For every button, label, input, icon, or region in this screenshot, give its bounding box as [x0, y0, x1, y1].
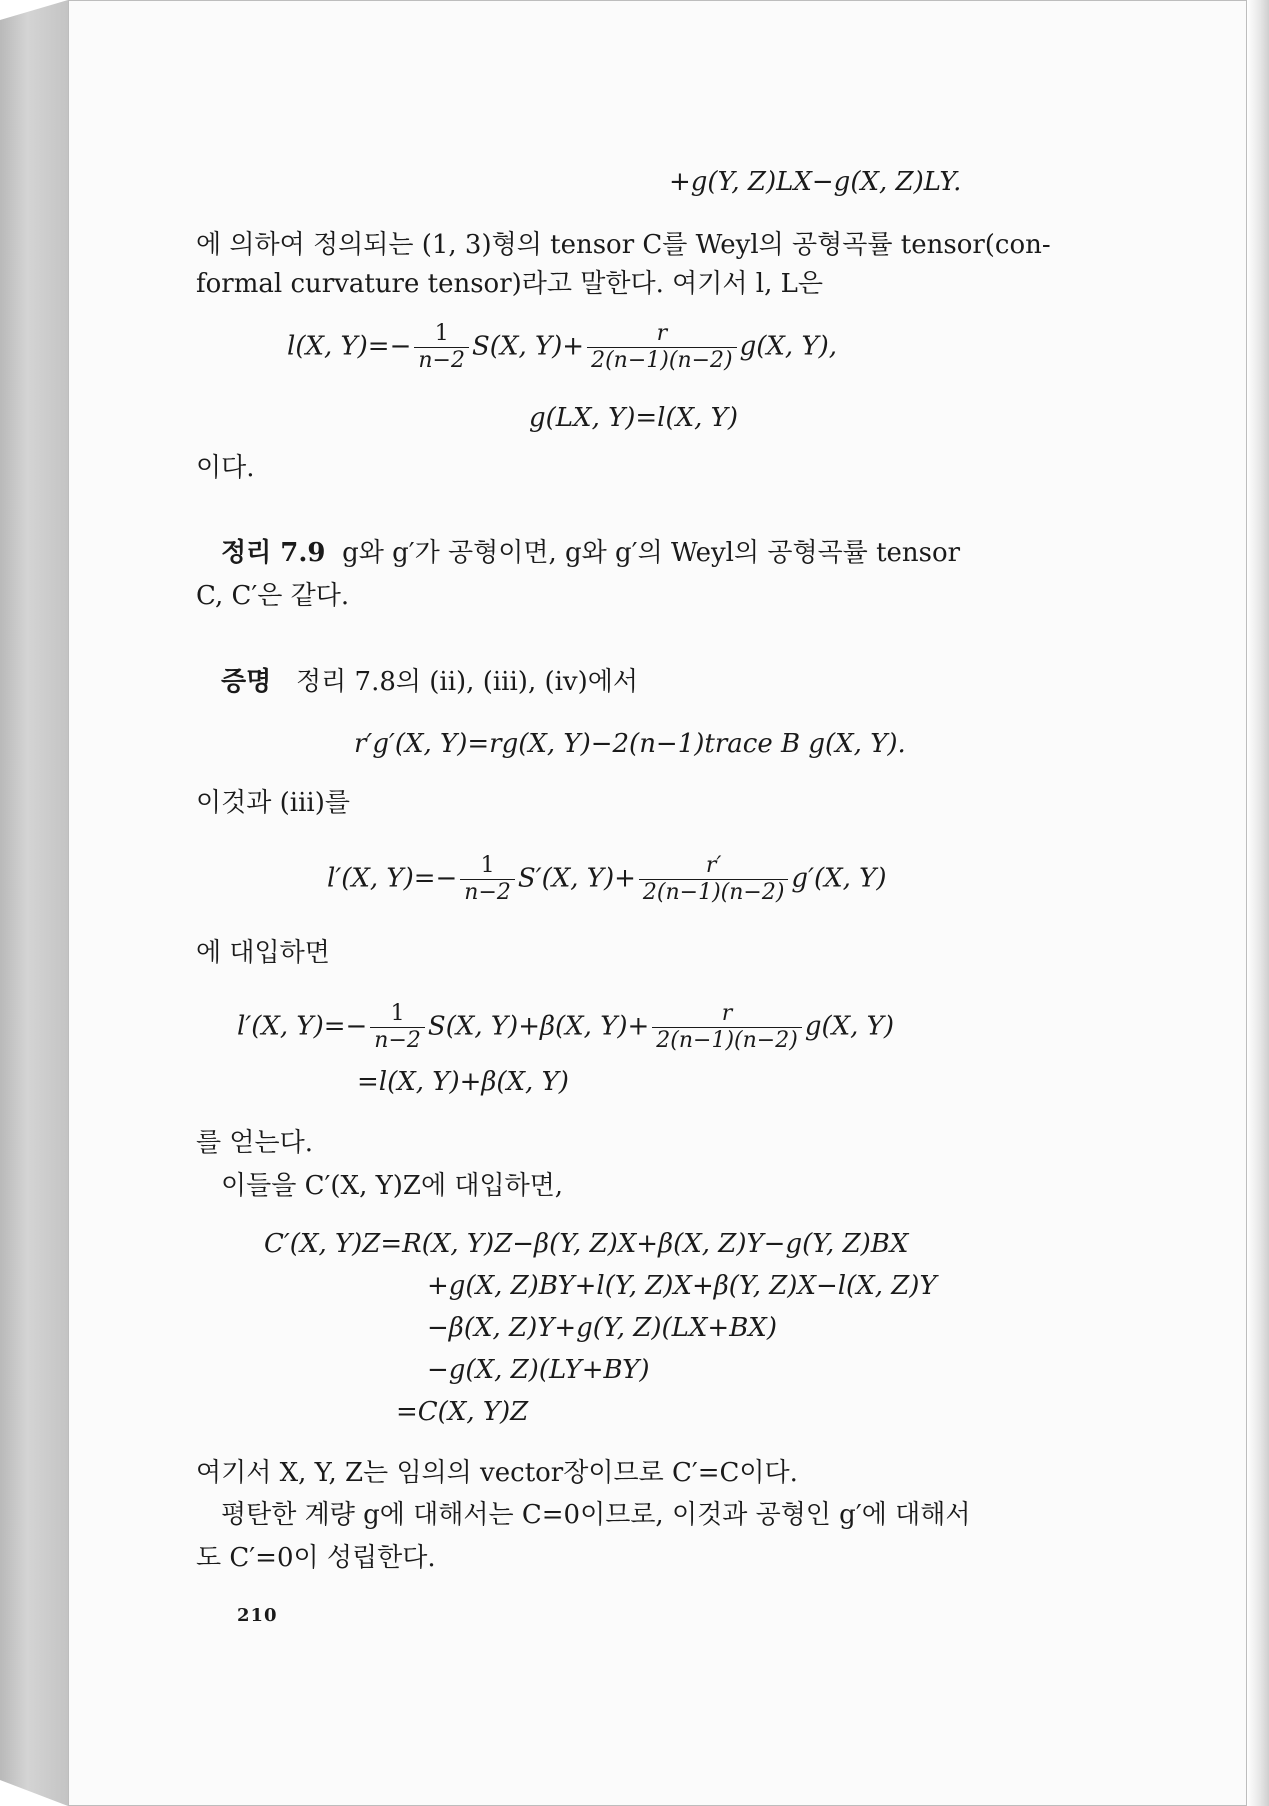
fraction [414, 321, 469, 374]
fraction-numerator: r [652, 1001, 802, 1028]
page-shadow [1247, 0, 1269, 1806]
proof-text: 정리 7.8의 (ii), (iii), (iv)에서 [296, 667, 638, 697]
fraction-denominator: n−2 [374, 1028, 421, 1053]
text-line: 평탄한 계량 g에 대해서는 C=0이므로, 이것과 공형인 g′에 대해서 [221, 1500, 971, 1530]
theorem-line: C, C′은 같다. [196, 581, 350, 611]
fraction-numerator: 1 [460, 853, 515, 880]
fraction-denominator: 2(n−1)(n−2) [656, 1028, 798, 1053]
text-line: 에 의하여 정의되는 (1, 3)형의 tensor C를 Weyl의 공형곡률 tensor(con- [196, 230, 1051, 260]
fraction-numerator: 1 [370, 1001, 425, 1028]
fraction-denominator: 2(n−1)(n−2) [642, 880, 785, 905]
equation-line: +g(X, Z)BY+l(Y, Z)X+β(Y, Z)X−l(X, Z)Y [427, 1271, 937, 1301]
eq-middle: S(X, Y)+β(X, Y)+ [427, 1011, 650, 1042]
text-line: 이것과 (iii)를 [196, 788, 350, 818]
book-spine-edge [0, 0, 68, 1806]
eq-middle: S′(X, Y)+ [517, 863, 636, 894]
fraction [460, 853, 515, 906]
book-page [68, 0, 1247, 1806]
fraction-denominator: n−2 [464, 880, 511, 905]
fraction-numerator: r [587, 321, 737, 348]
eq-rhs: g′(X, Y) [791, 863, 887, 894]
equation-line: r′g′(X, Y)=rg(X, Y)−2(n−1)trace B g(X, Y). [354, 729, 906, 759]
fraction [652, 1001, 802, 1054]
proof-label: 증명 [221, 667, 272, 697]
text-line: 를 얻는다. [196, 1128, 313, 1158]
proof-line [221, 665, 638, 699]
formula-continuation: +g(Y, Z)LX−g(X, Z)LY. [669, 167, 962, 197]
text-line: 이들을 C′(X, Y)Z에 대입하면, [221, 1171, 564, 1201]
text-line: 이다. [196, 453, 255, 483]
eq-middle: S(X, Y)+ [472, 331, 585, 362]
text-line: 도 C′=0이 성립한다. [196, 1543, 436, 1573]
equation-line: =l(X, Y)+β(X, Y) [357, 1067, 569, 1097]
text-line: 에 대입하면 [196, 938, 330, 968]
text-line: 여기서 X, Y, Z는 임의의 vector장이므로 C′=C이다. [196, 1458, 798, 1488]
equation-line: −β(X, Z)Y+g(Y, Z)(LX+BX) [427, 1313, 777, 1343]
eq-lhs: l′(X, Y)=− [237, 1011, 368, 1042]
theorem-label: 정리 7.9 [221, 538, 326, 568]
fraction [639, 853, 789, 906]
equation-line: C′(X, Y)Z=R(X, Y)Z−β(Y, Z)X+β(X, Z)Y−g(Y, Z)BX [264, 1229, 909, 1259]
equation-line: g(LX, Y)=l(X, Y) [529, 403, 738, 433]
equation-l-prime [327, 853, 886, 906]
equation-line: −g(X, Z)(LY+BY) [427, 1355, 650, 1385]
eq-rhs: g(X, Y) [804, 1011, 894, 1042]
text-line: formal curvature tensor)라고 말한다. 여기서 l, L은 [196, 269, 824, 299]
eq-rhs: g(X, Y), [739, 331, 838, 362]
fraction [370, 1001, 425, 1054]
eq-lhs: l(X, Y)=− [287, 331, 412, 362]
equation-line: =C(X, Y)Z [396, 1397, 529, 1427]
fraction-numerator: r′ [639, 853, 789, 880]
fraction-denominator: n−2 [418, 348, 465, 373]
equation-l-prime-substituted [237, 1001, 894, 1054]
fraction-numerator: 1 [414, 321, 469, 348]
fraction-denominator: 2(n−1)(n−2) [591, 348, 733, 373]
eq-lhs: l′(X, Y)=− [327, 863, 458, 894]
equation-l-definition [287, 321, 837, 374]
page-number: 210 [237, 1605, 278, 1626]
theorem-text: g와 g′가 공형이면, g와 g′의 Weyl의 공형곡률 tensor [342, 538, 961, 568]
theorem-line [221, 536, 960, 570]
fraction [587, 321, 737, 374]
